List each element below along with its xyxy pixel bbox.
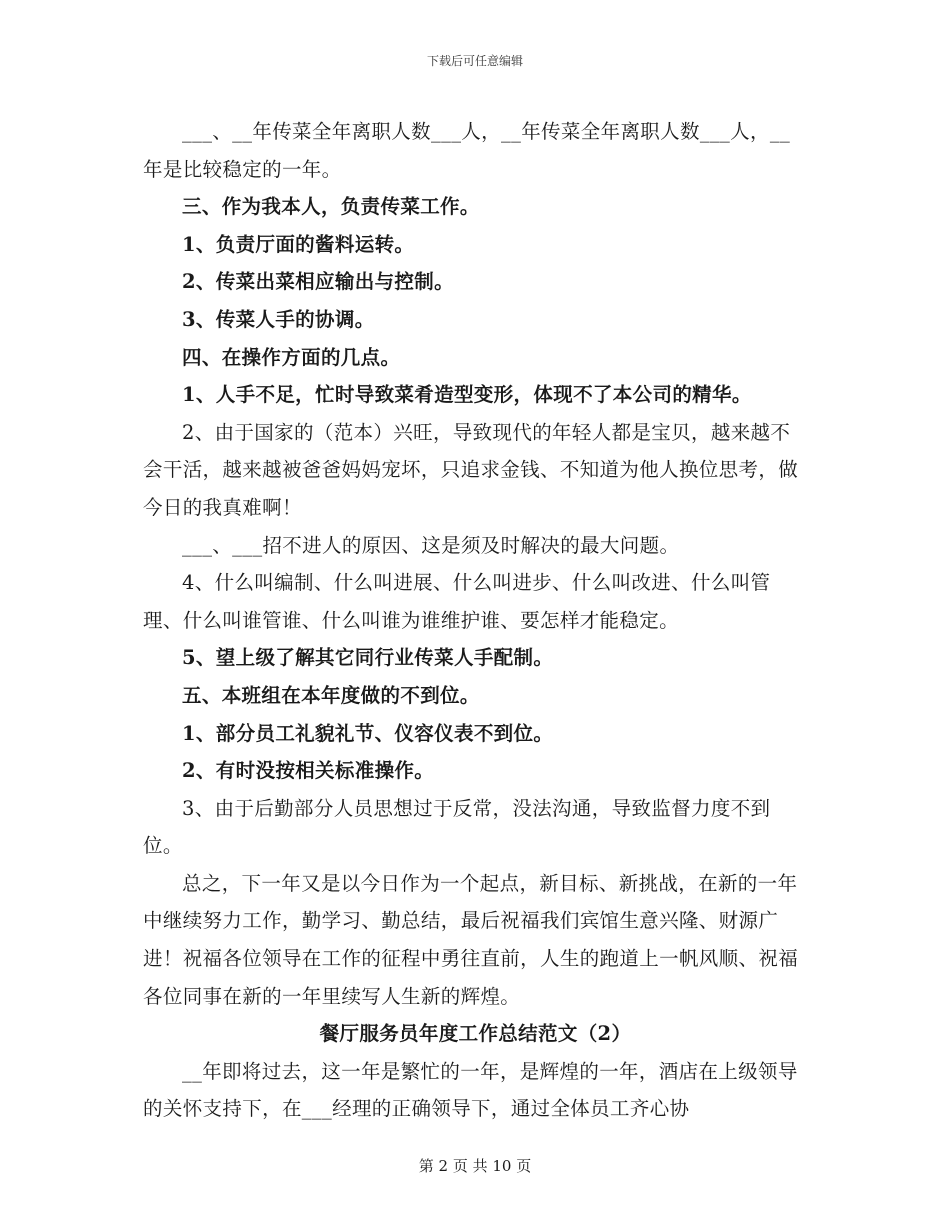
list-item: 2、由于国家的（范本）兴旺，导致现代的年轻人都是宝贝，越来越不会干活，越来越被爸爸妈妈宠坏，只追求金钱、不知道为他人换位思考，做今日的我真难啊！ — [143, 420, 799, 519]
list-item: 4、什么叫编制、什么叫进展、什么叫进步、什么叫改进、什么叫管理、什么叫谁管谁、什么叫谁为谁维护谁、要怎样才能稳定。 — [143, 571, 771, 632]
document-body — [143, 113, 808, 1128]
list-item: 1、人手不足，忙时导致菜肴造型变形，体现不了本公司的精华。 — [182, 383, 752, 407]
section-heading: 五、本班组在本年度做的不到位。 — [182, 683, 480, 707]
list-item: 2、传菜出菜相应输出与控制。 — [182, 270, 454, 294]
page-number: 第 2 页 共 10 页 — [418, 1157, 532, 1175]
paragraph: __年即将过去，这一年是繁忙的一年，是辉煌的一年，酒店在上级领导的关怀支持下，在___经理的正确领导下，通过全体员工齐心协 — [143, 1059, 798, 1121]
list-item: 1、负责厅面的酱料运转。 — [182, 232, 415, 256]
page-header: 下载后可任意编辑 — [426, 54, 523, 68]
article-title: 餐厅服务员年度工作总结范文（2） — [319, 1022, 632, 1046]
section-heading: 四、在操作方面的几点。 — [182, 345, 401, 369]
list-item: 1、部分员工礼貌礼节、仪容仪表不到位。 — [182, 721, 554, 745]
paragraph: ___、__年传菜全年离职人数___人，__年传菜全年离职人数___人，__年是比较稳定的一年。 — [143, 120, 791, 181]
list-item: 2、有时没按相关标准操作。 — [182, 759, 435, 783]
list-item: 3、由于后勤部分人员思想过于反常，没法沟通，导致监督力度不到位。 — [143, 796, 771, 858]
list-item: ___、___招不进人的原因、这是须及时解决的最大问题。 — [182, 533, 680, 557]
section-heading: 三、作为我本人，负责传菜工作。 — [182, 195, 480, 219]
list-item: 5、望上级了解其它同行业传菜人手配制。 — [182, 646, 554, 670]
list-item: 3、传菜人手的协调。 — [182, 307, 375, 331]
paragraph: 总之，下一年又是以今日作为一个起点，新目标、新挑战，在新的一年中继续努力工作，勤学习、勤总结，最后祝福我们宾馆生意兴隆、财源广进！祝福各位领导在工作的征程中勇往直前，人生的跑道上一帆风顺、祝福各位同事在新的一年里续写人生新的辉煌。 — [143, 871, 799, 1008]
